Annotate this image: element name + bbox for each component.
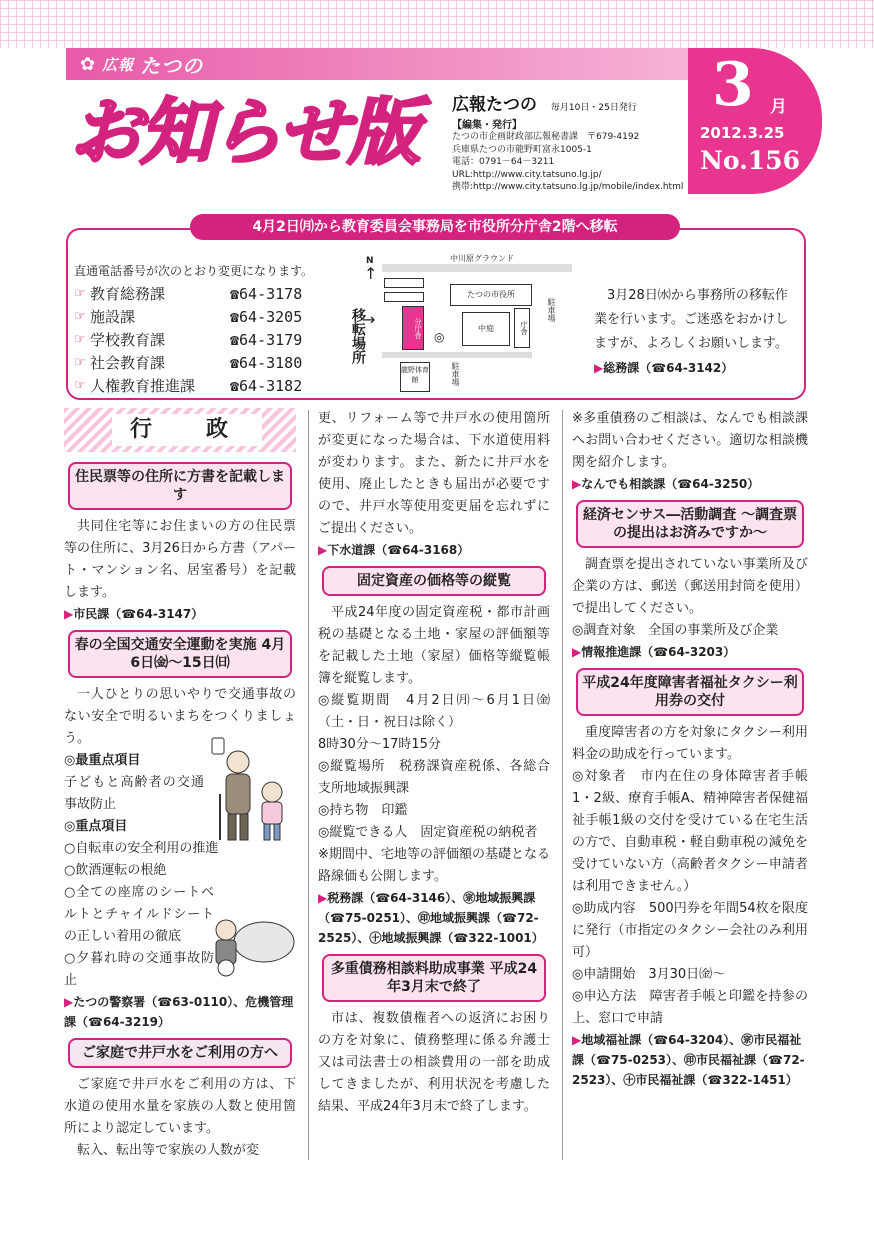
- triangle-icon: ▶: [318, 543, 328, 557]
- announcement-title: 4月2日㈪から教育委員会事務局を市役所分庁舎2階へ移転: [190, 214, 680, 240]
- contact-text: 総務課（☎64-3142）: [603, 361, 734, 375]
- contact-text: 市民課（☎64-3147）: [73, 607, 204, 621]
- article-body: ご家庭で井戸水をご利用の方は、下水道の使用水量を家族の人数と使用箇所により認定しています。: [64, 1077, 296, 1136]
- announcement-contact: [594, 356, 794, 380]
- dept-name: 学校教育課: [90, 331, 166, 349]
- phone-row: [74, 305, 334, 328]
- article-item: ◎最重点項目: [64, 753, 141, 768]
- pointing-hand-icon: ☞: [74, 378, 86, 393]
- article-item: ○夕暮れ時の交通事故防止: [64, 951, 214, 988]
- brand-tatsuno: たつの: [140, 53, 204, 78]
- article-contact: [318, 888, 550, 948]
- contact-text: 地域福祉課（☎64-3204）、㊪市民福祉課（☎75-0253）、㊞市民福祉課（☎72-2523）、㊉市民福祉課（☎322-1451）: [572, 1033, 805, 1087]
- pointing-hand-icon: ☞: [74, 355, 86, 370]
- triangle-icon: ▶: [572, 1033, 582, 1047]
- article-title: 多重債務相談料助成事業 平成24年3月末で終了: [322, 954, 546, 1002]
- triangle-icon: ▶: [572, 477, 582, 491]
- dept-name: 教育総務課: [90, 285, 166, 303]
- dept-phone: ☎64-3180: [230, 353, 303, 372]
- north-arrow-icon: ↑: [364, 264, 378, 283]
- phone-row: [74, 351, 334, 374]
- issue-month: 3: [712, 50, 754, 120]
- map-parking-label: 駐車場: [451, 362, 460, 386]
- contact-text: 情報推進課（☎64-3203）: [581, 645, 736, 659]
- contact-text: たつの警察署（☎63-0110）、危機管理課（☎64-3219）: [64, 995, 294, 1029]
- column-divider: [308, 410, 309, 1160]
- article-contact: [64, 992, 296, 1032]
- traffic-signal-icon: [212, 738, 224, 754]
- article-contact: [318, 540, 550, 560]
- mobile-url-link[interactable]: 携帯:http://www.city.tatsuno.lg.jp/mobile/index.html: [452, 182, 684, 192]
- section-header: [64, 408, 296, 452]
- article-body: 平成24年度の固定資産税・都市計画税の基礎となる土地・家屋の評価額等を記載した土地（家屋）価格等縦覧帳簿を縦覧します。: [318, 605, 550, 686]
- triangle-icon: ▶: [64, 607, 74, 621]
- issue-date: 2012.3.25: [700, 124, 785, 142]
- article-item: ◎重点項目: [64, 819, 128, 834]
- article-contact: [572, 474, 808, 494]
- map-building: [384, 292, 424, 302]
- article-item: ◎申込方法 障害者手帳と印鑑を持参の上、窓口で申請: [572, 989, 808, 1026]
- article-item: ○自転車の安全利用の推進: [64, 841, 219, 856]
- article-title: 固定資産の価格等の縦覧: [322, 566, 546, 596]
- seatbelt-illustration: [208, 908, 296, 978]
- elder-head: [227, 751, 249, 773]
- article-body: 共同住宅等にお住まいの方の住民票等の住所に、3月26日から方書（アパート・マンション名、居室番号）を記載します。: [64, 519, 296, 600]
- triangle-icon: ▶: [572, 645, 582, 659]
- map-city-hall: たつの市役所: [450, 284, 532, 306]
- address-line: 兵庫県たつの市龍野町富永1005-1: [452, 144, 592, 155]
- elder-leg: [240, 814, 248, 840]
- contact-text: 税務課（☎64-3146）、㊪地域振興課（☎75-0251）、㊞地域振興課（☎72-2525）、㊉地域振興課（☎322-1001）: [318, 891, 544, 945]
- dept-phone: ☎64-3178: [230, 284, 303, 303]
- contact-text: なんでも相談課（☎64-3250）: [581, 477, 760, 491]
- issue-number: No.156: [700, 146, 800, 175]
- issue-month-suffix: 月: [770, 97, 787, 117]
- dept-name: 施設課: [90, 308, 136, 326]
- article-body: 市は、複数債権者への返済にお困りの方を対象に、債務整理に係る弁護士又は司法書士の相談費用の一部を助成してきましたが、利用状況を考慮した結果、平成24年3月末で終了します。: [318, 1011, 550, 1114]
- article-body: 調査票を提出されていない事業所及び企業の方は、郵送（郵送用封筒を使用）で提出してください。: [572, 557, 808, 616]
- column-3: [572, 408, 808, 1090]
- article-title: 住民票等の住所に方書を記載します: [68, 462, 292, 510]
- phone-row: [74, 282, 334, 305]
- phone-row: [74, 328, 334, 351]
- article-body: 更、リフォーム等で井戸水の使用箇所が変更になった場合は、下水道使用料が変わります。また、新たに井戸水を使用、廃止したときも届出が必要ですので、井戸水等使用変更届を忘れずにご提出ください。: [318, 411, 550, 536]
- article-title: 経済センサス―活動調査 ～調査票の提出はお済みですか～: [576, 500, 804, 548]
- article-body: 重度障害者の方を対象にタクシー利用料金の助成を行っています。: [572, 725, 808, 762]
- url-link[interactable]: URL:http://www.city.tatsuno.lg.jp/: [452, 169, 602, 180]
- edit-label: 【編集・発行】: [452, 120, 522, 131]
- column-2: [318, 408, 550, 1118]
- triangle-icon: ▶: [64, 995, 74, 1009]
- map-fountain-icon: ◎: [434, 330, 445, 344]
- publisher-name: [452, 90, 688, 115]
- article-item: 子どもと高齢者の交通事故防止: [64, 775, 204, 812]
- article-item: ◎縦覧期間 4月2日㈪～6月1日㈮（土・日・祝日は除く）: [318, 693, 550, 730]
- dept-phone: ☎64-3179: [230, 330, 303, 349]
- triangle-icon: ▶: [594, 361, 604, 375]
- phone-list: [74, 282, 334, 397]
- pointing-hand-icon: ☞: [74, 286, 86, 301]
- north-label: N: [366, 256, 374, 266]
- article-title: 春の全国交通安全運動を実施 4月6日㈮～15日㈰: [68, 630, 292, 678]
- article-contact: [572, 1030, 808, 1090]
- pointing-hand-icon: ☞: [74, 332, 86, 347]
- child-head: [262, 782, 282, 802]
- map-parking-label: 駐車場: [547, 298, 556, 322]
- map-building: [384, 278, 424, 288]
- phone-line: 電話：0791－64－3211: [452, 157, 555, 167]
- dept-name: 人権教育推進課: [90, 377, 196, 395]
- publisher-info: [452, 90, 688, 194]
- address-line: たつの市企画財政部広報秘書課 〒679-4192: [452, 132, 640, 142]
- person-head: [216, 920, 236, 940]
- map-arrow-icon: →: [362, 310, 376, 329]
- map-chosha: 庁舎: [514, 308, 530, 348]
- article-item: ◎申請開始 3月30日㈮～: [572, 967, 726, 982]
- pointing-hand-icon: ☞: [74, 309, 86, 324]
- map-branch-building: 分庁舎: [402, 306, 424, 350]
- article-contact: [572, 642, 808, 662]
- article-item: ◎縦覧場所 税務課資産税係、各総合支所地域振興課: [318, 759, 550, 796]
- map-move-label: 移転場所: [350, 308, 366, 364]
- elder-leg: [228, 814, 236, 840]
- article-body: 転入、転出等で家族の人数が変: [77, 1143, 260, 1158]
- article-item: ※期間中、宅地等の評価額の基礎となる路線価も公開します。: [318, 847, 550, 884]
- elderly-and-child-illustration: [206, 736, 294, 846]
- announcement-note: 3月28日㈬から事務所の移転作業を行います。ご迷惑をおかけしますが、よろしくお願いします。: [594, 288, 788, 351]
- map-road: [382, 264, 572, 272]
- article-title: 平成24年度障害者福祉タクシー利用券の交付: [576, 668, 804, 716]
- elder-body: [226, 774, 250, 814]
- map-gym: 龍野体育館: [400, 362, 430, 392]
- contact-text: 下水道課（☎64-3168）: [327, 543, 470, 557]
- announcement-intro: 直通電話番号が次のとおり変更になります。: [74, 264, 314, 278]
- article-item: ○全ての座席のシートベルトとチャイルドシートの正しい着用の徹底: [64, 885, 214, 944]
- dept-phone: ☎64-3182: [230, 376, 303, 395]
- article-body: 一人ひとりの思いやりで交通事故のない安全で明るいまちをつくりましょう。: [64, 687, 296, 746]
- dept-name: 社会教育課: [90, 354, 166, 372]
- publisher-label: 広報たつの: [452, 95, 537, 115]
- article-item: ◎助成内容 500円券を年間54枚を限度に発行（市指定のタクシー会社のみ利用可）: [572, 901, 808, 960]
- article-item: ○飲酒運転の根絶: [64, 863, 167, 878]
- child-body: [262, 802, 282, 824]
- child-leg: [264, 824, 270, 840]
- article-item: ◎対象者 市内在住の身体障害者手帳1・2級、療育手帳A、精神障害者保健福祉手帳1級の交付を受けている在宅生活の方で、自動車税・軽自動車税の減免を受けていない方（高齢者タクシー申請者は利用できません。）: [572, 769, 808, 894]
- article-item: ◎縦覧できる人 固定資産税の納税者: [318, 825, 538, 840]
- location-map: [342, 250, 574, 398]
- car-shape: [234, 922, 294, 962]
- brand-koho: 広報: [102, 55, 135, 74]
- section-title: 行 政: [112, 414, 262, 446]
- city-logo-icon: ✿: [80, 53, 97, 75]
- map-ground-label: 中川原グラウンド: [450, 254, 514, 263]
- announcement-right: [594, 284, 794, 380]
- page-title: お知らせ版: [70, 90, 418, 174]
- article-contact: [64, 604, 296, 624]
- child-leg: [274, 824, 280, 840]
- wheel-icon: [218, 960, 234, 976]
- article-item: 8時30分～17時15分: [318, 737, 441, 752]
- article-item: ◎調査対象 全国の事業所及び企業: [572, 623, 779, 638]
- article-item: ◎持ち物 印鑑: [318, 803, 408, 818]
- brand-small: [80, 51, 203, 77]
- map-courtyard: 中庭: [462, 312, 510, 346]
- triangle-icon: ▶: [318, 891, 328, 905]
- article-title: ご家庭で井戸水をご利用の方へ: [68, 1038, 292, 1068]
- publish-schedule: 毎月10日・25日発行: [550, 103, 637, 113]
- column-divider: [562, 410, 563, 1160]
- article-note: ※多重債務のご相談は、なんでも相談課へお問い合わせください。適切な相談機関を紹介します。: [572, 411, 808, 470]
- dept-phone: ☎64-3205: [230, 307, 303, 326]
- map-road: [382, 352, 532, 358]
- phone-row: [74, 374, 334, 397]
- header-grid-pattern: [0, 0, 874, 48]
